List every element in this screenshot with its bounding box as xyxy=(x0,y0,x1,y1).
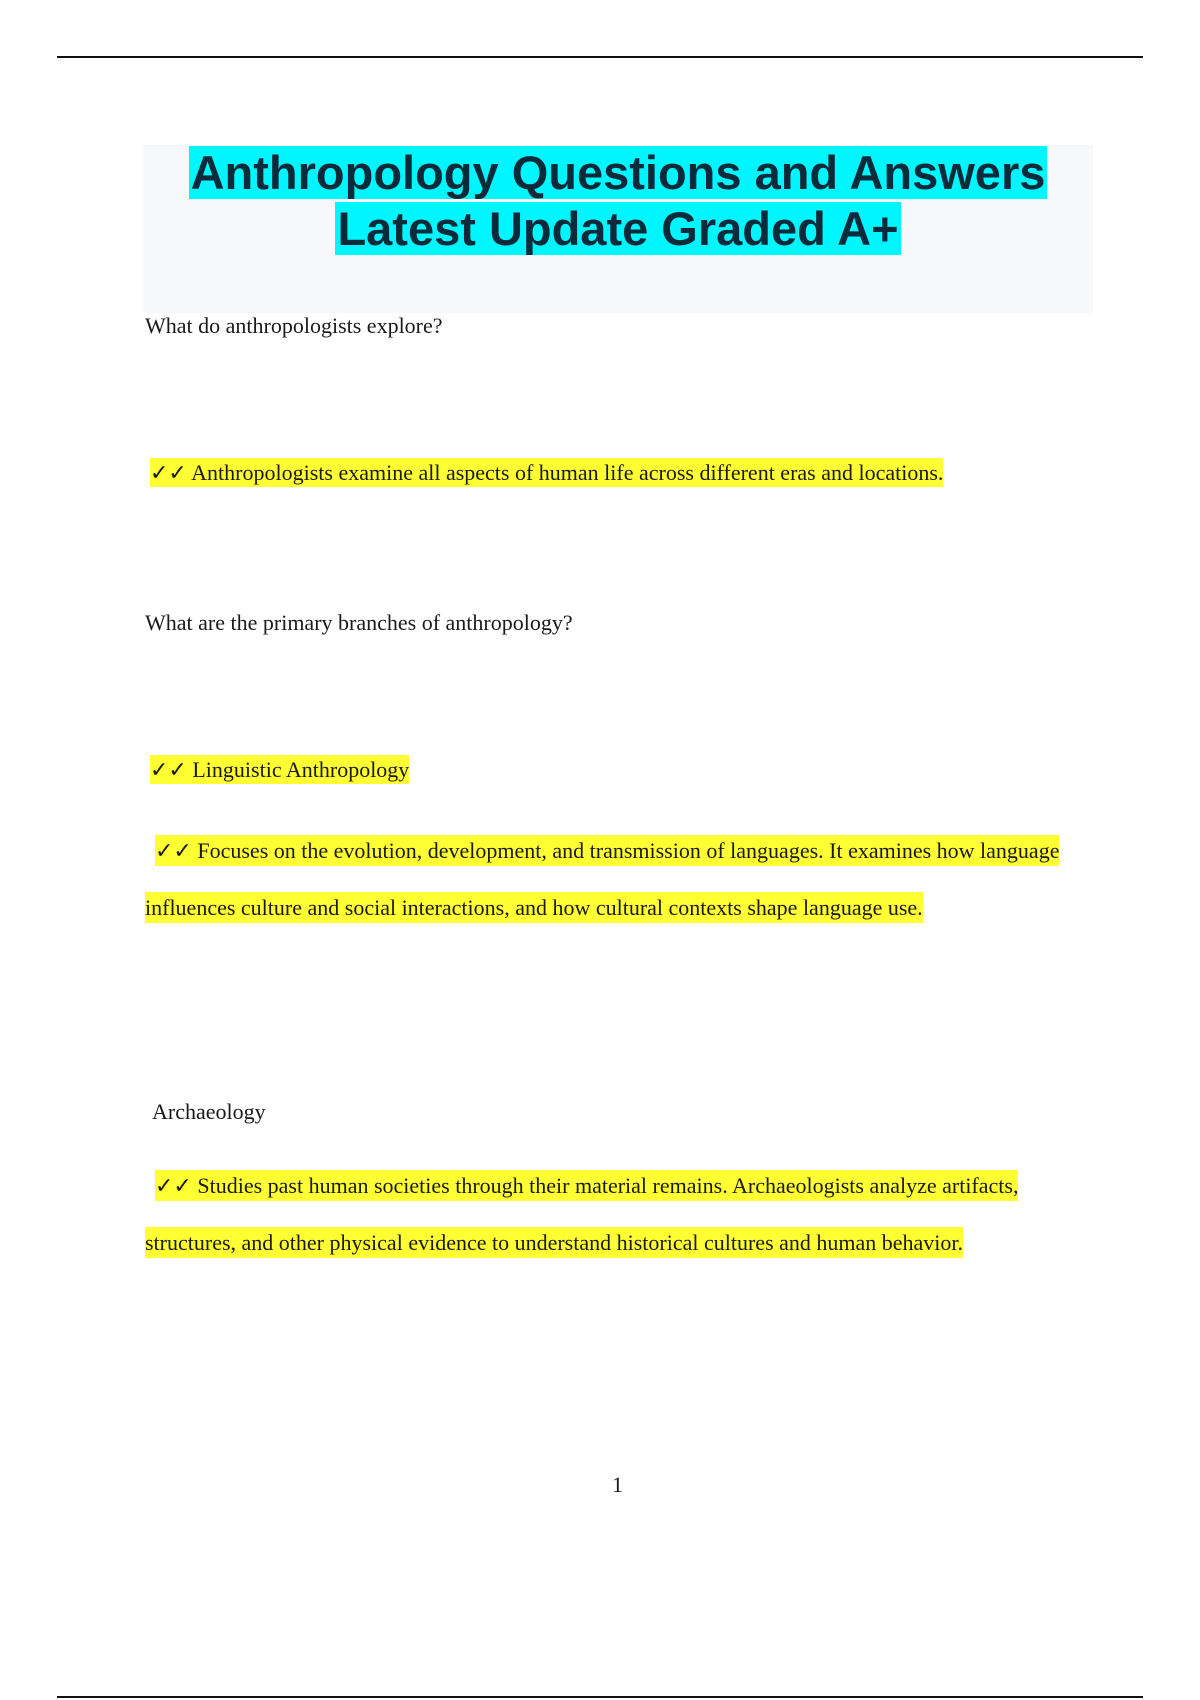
title-line-2: Latest Update Graded A+ xyxy=(337,202,899,255)
branch-1-label: ✓✓ Linguistic Anthropology xyxy=(150,757,410,782)
question-1: What do anthropologists explore? xyxy=(145,313,443,338)
footer-rule xyxy=(57,1696,1143,1698)
branch-1-description: ✓✓ Focuses on the evolution, development, and transmission of languages. It examines how language influences culture and social interactions, and how cultural contexts shape language use. xyxy=(145,822,1065,936)
title-line-1: Anthropology Questions and Answers xyxy=(190,146,1046,199)
branch-2-description: ✓✓ Studies past human societies through their material remains. Archaeologists analyze artifacts, structures, and other physical evidence to understand historical cultures and human behavior. xyxy=(145,1157,1065,1271)
question-2: What are the primary branches of anthropology? xyxy=(145,610,573,635)
page-number: 1 xyxy=(612,1472,623,1497)
answer-1: ✓✓ Anthropologists examine all aspects of human life across different eras and locations. xyxy=(150,460,944,485)
header-rule xyxy=(57,56,1143,58)
title-block xyxy=(143,145,1093,313)
branch-2-label: Archaeology xyxy=(152,1099,266,1124)
